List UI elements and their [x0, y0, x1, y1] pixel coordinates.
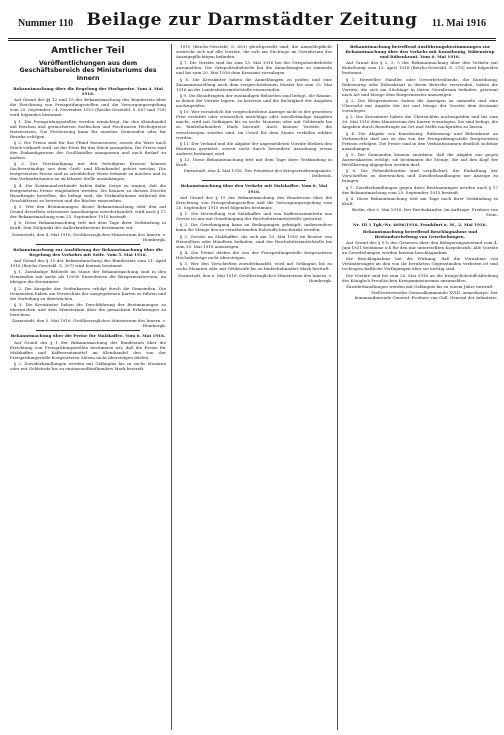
- column-3: [342, 44, 498, 730]
- article-paragraph: Auf Grund des § 15 der Bekanntmachung des Bundesrats über die Errichtung von Preisprüfungsstellen und die Versorgungsregelung vom 25. September 1915 wird folgendes bestimmt:: [176, 194, 332, 210]
- article-paragraph: § 2. Die Bürgermeister haben die Anzeigen zu sammeln und eine Übersicht mit Angabe der Art und Menge der Vorräte dem Kreisamt vorzulegen.: [342, 98, 498, 114]
- article-paragraph: Auf Grund des § 9 b des Gesetzes über den Belagerungszustand vom 4. Juni 1851 bestimme ich für den mir unterstellten Korpsbezirk: Alle Vorräte an Gewebelumpen werden hiermit beschlagnahmt.: [342, 239, 498, 255]
- article-paragraph: § 4. Die Kommunalverbände haben dafür Sorge zu tragen, daß die festgesetzten Preise eingehalten werden. Sie können zu diesem Zwecke Beauftragte bestellen, die befugt sind, die Verkaufsräume während der Geschäftszeit zu betreten und die Bücher einzusehen.: [10, 182, 166, 203]
- article-paragraph: Auf Grund der §§ 12 und 15 der Bekanntmachung des Bundesrats über die Errichtung von Preisprüfungsstellen und die Versorgungsregelung vom 25. September / 4. November 1915 (Reichs-Gesetzbl. S. 607 und 728) wird folgendes bestimmt:: [10, 97, 166, 118]
- issue-number: Nummer 110: [18, 18, 74, 29]
- article-paragraph: 1915 (Reichs-Gesetzbl. S. 603) gleichgestellt sind; die Anmeldepflicht erstreckt sich auf alle Vorräte, die sich am Stichtage im Gewahrsam des Anzeigepflichtigen befinden.: [176, 44, 332, 60]
- article-paragraph: § 8. Die Kreisämter haben die Anmeldungen zu prüfen und eine Zusammenstellung nach dem vorgeschriebenen Muster bis zum 25. Mai 1916 an die Landesfuttermittelstelle einzusenden.: [176, 76, 332, 92]
- article-paragraph: § 6. Die Polizeibehörden sind verpflichtet, die Einhaltung der Vorschriften zu überwachen und Zuwiderhandlungen zur Anzeige zu bringen.: [342, 168, 498, 184]
- article-heading: Bekanntmachung zur Ausführung der Bekanntmachung über die Regelung des Verkehrs mit Seife. Vom 5. Mai 1916.: [13, 246, 163, 257]
- column-divider: [337, 44, 338, 730]
- section-subtitle: Veröffentlichungen aus dem Geschäftsbereich des Ministeriums des Innern: [19, 60, 157, 82]
- article-paragraph: § 2. Die Preise sind für das Pfund festzusetzen; soweit die Ware nach Stück verkauft wird, ist der Preis für das Stück anzugeben. Die Preise sind den Einkaufspreisen der Großhändler anzupassen und nach Bedarf zu ändern.: [10, 139, 166, 161]
- article-signature: Darmstadt, den 5. Mai 1916. Großherzogliches Ministerium des Innern. v. Hombergk.: [12, 318, 166, 329]
- article-heading: Bekanntmachung über den Verkehr mit Malzkaffee. Vom 6. Mai 1916.: [180, 183, 328, 194]
- article-paragraph: § 6. Diese Bekanntmachung tritt mit dem Tage ihrer Verkündung in Kraft. Den Zeitpunkt des Außerkrafttretens bestimmen wir.: [10, 220, 166, 231]
- article-paragraph: § 3. Zur Verständigung mit den beteiligten Kreisen können Sachverständige aus dem Groß- und Kleinhandel gehört werden. Die festgesetzten Preise sind in ortsüblicher Weise bekannt zu machen und in den Verkaufsräumen an sichtbarer Stelle auszuhängen.: [10, 161, 166, 182]
- article-paragraph: Auf Grund des § 15 der Bekanntmachung des Bundesrats vom 21. April 1916 (Reichs-Gesetzbl. S. 307) wird hiermit bestimmt:: [10, 258, 166, 269]
- article-paragraph: Zuwiderhandlungen werden mit Gefängnis bis zu einem Jahre bestraft.: [346, 283, 494, 289]
- article-paragraph: § 7. Zuwiderhandlungen gegen diese Bestimmungen werden nach § 17 der Bekanntmachung vom 25. September 1915 bestraft.: [342, 184, 498, 195]
- article-signature: Stellvertretendes Generalkommando XVIII. Armeekorps. Der kommandierende General: Freiherr von Gall, General der Infanterie.: [354, 290, 498, 301]
- article-paragraph: § 3. Die Kreisämter haben die Durchführung der Bestimmungen zu überwachen und dem Ministerium über die gemachten Erfahrungen zu berichten.: [10, 301, 166, 318]
- article-separator: [36, 244, 140, 245]
- article-heading: Bekanntmachung über die Preise für Malzkaffee. Vom 6. Mai 1916.: [10, 333, 166, 339]
- issue-date: 11. Mai 1916: [431, 18, 486, 29]
- article-paragraph: § 1. Die Herstellung von Malzkaffee und von Kaffeersatzmitteln aus Gerste ist nur mit Genehmigung der Reichsfuttermittelstelle gestattet.: [176, 211, 332, 222]
- masthead: [8, 6, 496, 36]
- article-paragraph: § 4. Die Abgabe von Kunsthonig, Rübensirup und Rübenkraut an Verbraucher darf nur zu den von der Preisprüfungsstelle festgesetzten Preisen erfolgen. Die Preise sind in den Verkaufsräumen deutlich sichtbar auszuhängen.: [342, 130, 498, 151]
- article-signature: Darmstadt, den 4. Mai 1916. Der Präsident des Kriegsernährungsamts. Delbrück.: [183, 168, 332, 179]
- article-heading: Bekanntmachung über die Regelung der Fischpreise. Vom 4. Mai 1916.: [13, 85, 163, 96]
- article-signature: Darmstadt, den 6. Mai 1916. Großherzogliches Ministerium des Innern. v. Hombergk.: [178, 272, 332, 283]
- masthead-rule-top: [8, 38, 496, 39]
- article-paragraph: Auf Grund des § 1 der Bekanntmachung des Bundesrats über die Errichtung von Preisprüfungsstellen bestimmen wir, daß die Preise für Malzkaffee und Kaffeersatzmittel im Kleinhandel den von der Preisprüfungsstelle festgesetzten Sätzen nicht übersteigen dürfen.: [10, 339, 166, 360]
- column-2: [176, 44, 332, 730]
- article-paragraph: § 5. Wer den Bestimmungen dieser Bekanntmachung oder den auf Grund derselben erlassenen Anordnungen zuwiderhandelt, wird nach § 17 der Bekanntmachung vom 25. September 1915 bestraft.: [10, 204, 166, 220]
- article-signature: Berlin, den 5. Mai 1916. Der Reichskanzler. Im Auftrage: Freiherr von Stein.: [352, 207, 498, 218]
- article-paragraph: § 4. Die Preise dürfen die von der Preisprüfungsstelle festgesetzten Höchstbeträge nicht übersteigen.: [176, 249, 332, 261]
- article-paragraph: § 3. Die Kreisämter haben die Übersichten nachzuprüfen und bis zum 30. Mai 1916 dem Ministerium des Innern vorzulegen. Sie sind befugt, die Angaben durch Beauftragte an Ort und Stelle nachprüfen zu lassen.: [342, 114, 498, 130]
- section-title: Amtlicher Teil: [51, 46, 125, 56]
- article-paragraph: § 8. Diese Bekanntmachung tritt am Tage nach ihrer Verkündung in Kraft.: [342, 196, 498, 207]
- article-paragraph: Die Vorräte sind bis zum 20. Mai 1916 an die Kriegs-Rohstoff-Abteilung des Königlich Preußischen Kriegsministeriums anzumelden.: [342, 272, 498, 283]
- article-paragraph: § 2. Zuwiderhandlungen werden mit Gefängnis bis zu sechs Monaten oder mit Geldstrafe bis zu eintausendfünfhundert Mark bestraft.: [10, 361, 166, 372]
- article-paragraph: § 5. Wer den Vorschriften zuwiderhandelt, wird mit Gefängnis bis zu sechs Monaten oder mit Geldstrafe bis zu fünfzehnhundert Mark bestraft.: [176, 261, 332, 272]
- column-divider: [171, 44, 172, 730]
- article-paragraph: § 9. Die Beauftragten der zuständigen Behörden sind befugt, die Räume, in denen die Vorräte lagern, zu betreten und die Richtigkeit der Angaben nachzuprüfen.: [176, 92, 332, 109]
- article-paragraph: § 1. Zuständige Behörde im Sinne der Bekanntmachung sind in den Gemeinden mit mehr als 10000 Einwohnern die Bürgermeistereien, im übrigen die Kreisämter.: [10, 269, 166, 285]
- article-paragraph: § 7. Die Vorräte sind bis zum 15. Mai 1916 bei der Ortspolizeibehörde anzumelden. Die Ortspolizeibehörde hat die Anmeldungen zu sammeln und bis zum 20. Mai 1916 dem Kreisamt vorzulegen.: [176, 60, 332, 76]
- article-paragraph: § 1. Die Preisprüfungsstellen werden ermächtigt, für den Kleinhandel mit frischen und geräucherten Seefischen und Fischwaren Höchstpreise festzusetzen. Die Festsetzung kann für einzelne Gemeinden oder für Bezirke erfolgen.: [10, 118, 166, 139]
- newspaper-title: Beilage zur Darmstädter Zeitung: [86, 10, 418, 30]
- article-paragraph: § 3. Vorräte an Malzkaffee, die sich am 15. Mai 1916 im Besitze von Herstellern oder Händlern befinden, sind der Reichsfuttermittelstelle bis zum 20. Mai 1916 anzuzeigen.: [176, 233, 332, 249]
- article-heading: Bekanntmachung betreffend Beschlagnahme und Bestandserhebung von Gewebelumpen.: [362, 228, 478, 239]
- article-paragraph: § 11. Der Verkauf und die Abgabe der angemeldeten Vorräte bleiben den Besitzern gestattet, soweit nicht durch besondere Anordnung etwas anderes bestimmt wird.: [176, 140, 332, 156]
- article-separator: [202, 180, 306, 181]
- masthead-rule-bottom: [8, 40, 496, 41]
- article-separator: [36, 330, 140, 331]
- article-separator: [368, 219, 472, 220]
- article-paragraph: § 1. Hersteller, Händler oder Gewerbetreibende, die Kunsthonig, Rübensirup oder Rübenkraut in ihrem Betriebe verwenden, haben die Vorräte, die sich am Stichtage in ihrem Gewahrsam befinden, getrennt nach Art und Menge dem Bürgermeister anzuzeigen.: [342, 76, 498, 97]
- article-paragraph: § 5. Die Gemeinden können anordnen, daß die Abgabe nur gegen Ausweiskarten erfolgt; sie bestimmen die Menge, die auf den Kopf der Bevölkerung abgegeben werden darf.: [342, 152, 498, 168]
- article-paragraph: Die Beschlagnahme hat die Wirkung, daß die Vornahme von Veränderungen an den von ihr berührten Gegenständen verboten ist und rechtsgeschäftliche Verfügungen über sie nichtig sind.: [342, 256, 498, 272]
- article-paragraph: § 10. Wer vorsätzlich die vorgeschriebene Anzeige nicht in der gesetzten Frist erstattet oder wissentlich unrichtige oder unvollständige Angaben macht, wird mit Gefängnis bis zu sechs Monaten oder mit Geldstrafe bis zu fünfzehnhundert Mark bestraft. Auch können Vorräte, die verschwiegen worden sind, im Urteil für dem Staate verfallen erklärt werden.: [176, 109, 332, 140]
- article-heading: Bekanntmachung betreffend Ausführungsbestimmungen zur Bekanntmachung über den Verkehr mit Kunsthonig, Rübensirup und Rübenkraut. Vom 6. Mai 1916.: [345, 44, 495, 60]
- article-paragraph: § 2. Die Ausgabe der Seifenkarten erfolgt durch die Gemeinden. Die Gemeinden haben ein Verzeichnis der ausgegebenen Karten zu führen und die Verteilung zu überwachen.: [10, 285, 166, 301]
- article-paragraph: § 2. Die Genehmigung kann an Bedingungen geknüpft, insbesondere kann die Menge des zu verarbeitenden Rohstoffs beschränkt werden.: [176, 222, 332, 233]
- article-signature: Darmstadt, den 4. Mai 1916. Großherzogliches Ministerium des Innern. v. Hombergk.: [12, 231, 166, 242]
- column-1: [10, 44, 166, 730]
- article-heading: Nr. III 1 Tgb.-Nr. 4696/1916. Frankfurt a. M., 2. Mai 1916.: [353, 222, 487, 228]
- article-paragraph: Auf Grund des § 2, 3, 5 der Bekanntmachung über den Verkehr mit Kunsthonig vom 13. April 1916 (Reichs-Gesetzbl. S. 270) wird folgendes bestimmt:: [342, 60, 498, 76]
- article-paragraph: § 12. Diese Bekanntmachung tritt mit dem Tage ihrer Verkündung in Kraft.: [176, 157, 332, 168]
